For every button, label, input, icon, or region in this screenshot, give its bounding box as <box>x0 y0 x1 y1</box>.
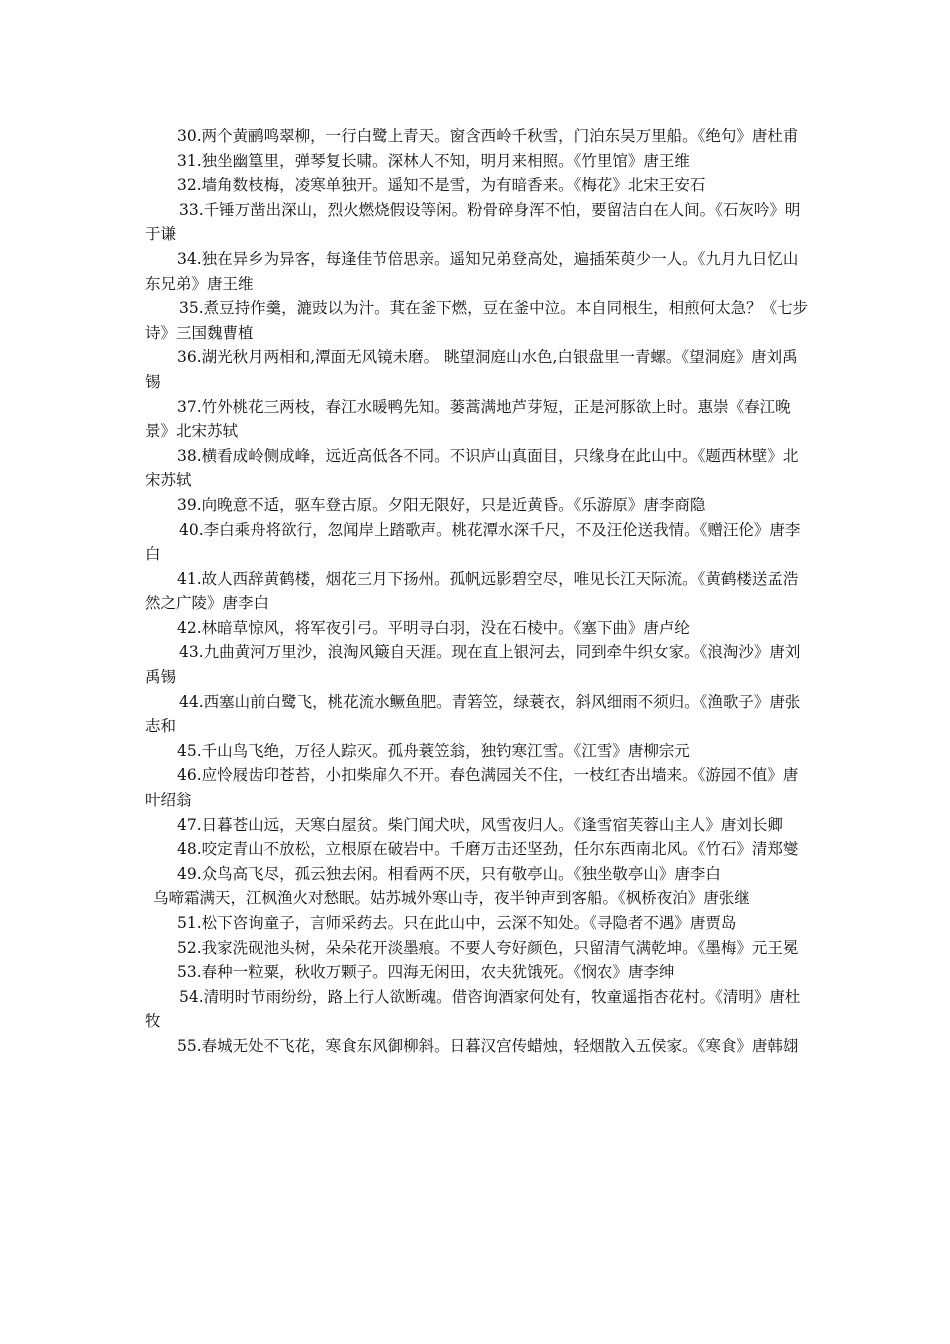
poem-entry-50: 乌啼霜满天，江枫渔火对愁眠。姑苏城外寒山寺，夜半钟声到客船。《枫桥夜泊》唐张继 <box>153 889 750 908</box>
poem-entry-34: 34.独在异乡为异客，每逢佳节倍思亲。遥知兄弟登高处，遍插茱萸少一人。《九月九日忆山东兄弟》唐王维 <box>145 249 799 293</box>
poem-entry-54: 54.清明时节雨纷纷，路上行人欲断魂。借咨询酒家何处有，牧童遥指杏花村。《清明》唐杜牧 <box>145 987 801 1031</box>
poem-entry-39: 39.向晚意不适，驱车登古原。夕阳无限好，只是近黄昏。《乐游原》唐李商隐 <box>177 495 706 514</box>
poem-entry-42: 42.林暗草惊风，将军夜引弓。平明寻白羽，没在石棱中。《塞下曲》唐卢纶 <box>177 618 690 637</box>
poem-entry-40: 40.李白乘舟将欲行，忽闻岸上踏歌声。桃花潭水深千尺，不及汪伦送我情。《赠汪伦》唐李白 <box>145 520 801 564</box>
poem-entry-35: 35.煮豆持作羹，漉豉以为汁。萁在釜下燃，豆在釜中泣。本自同根生，相煎何太急？《七步诗》三国魏曹植 <box>145 299 809 342</box>
poem-entry-33: 33.千锤万凿出深山，烈火燃烧假设等闲。粉骨碎身浑不怕，要留洁白在人间。《石灰吟》明于谦 <box>145 200 801 244</box>
poem-entry-30: 30.两个黄鹂鸣翠柳，一行白鹭上青天。窗含西岭千秋雪，门泊东吴万里船。《绝句》唐杜甫 <box>177 127 799 145</box>
poem-entry-46: 46.应怜屐齿印苍苔，小扣柴扉久不开。春色满园关不住，一枝红杏出墙来。《游园不值》唐叶绍翁 <box>145 766 799 810</box>
poem-entry-44: 44.西塞山前白鹭飞，桃花流水鳜鱼肥。青箬笠，绿蓑衣，斜风细雨不须归。《渔歌子》唐张志和 <box>145 692 801 736</box>
poem-entry-51: 51.松下咨询童子，言师采药去。只在此山中，云深不知处。《寻隐者不遇》唐贾岛 <box>177 914 737 932</box>
poem-entry-32: 32.墙角数枝梅，凌寒单独开。遥知不是雪，为有暗香来。《梅花》北宋王安石 <box>177 176 706 195</box>
poem-entry-41: 41.故人西辞黄鹤楼，烟花三月下扬州。孤帆远影碧空尽，唯见长江天际流。《黄鹤楼送孟浩然之广陵》唐李白 <box>145 569 799 613</box>
poem-entry-37: 37.竹外桃花三两枝，春江水暖鸭先知。蒌蒿满地芦芽短，正是河豚欲上时。惠崇《春江晚景》北宋苏轼 <box>145 397 791 441</box>
poem-entry-55: 55.春城无处不飞花，寒食东风御柳斜。日暮汉宫传蜡烛，轻烟散入五侯家。《寒食》唐韩翃 <box>177 1036 799 1055</box>
poem-entry-45: 45.千山鸟飞绝，万径人踪灭。孤舟蓑笠翁，独钓寒江雪。《江雪》唐柳宗元 <box>177 741 690 760</box>
poem-entry-31: 31.独坐幽篁里，弹琴复长啸。深林人不知，明月来相照。《竹里馆》唐王维 <box>177 151 690 170</box>
poem-entry-38: 38.横看成岭侧成峰，远近高低各不同。不识庐山真面目，只缘身在此山中。《题西林壁》北宋苏轼 <box>145 446 799 490</box>
poem-entry-36: 36.湖光秋月两相和,潭面无风镜未磨。 眺望洞庭山水色,白银盘里一青螺。《望洞庭》唐刘禹锡 <box>145 348 798 391</box>
poem-entry-49: 49.众鸟高飞尽，孤云独去闲。相看两不厌，只有敬亭山。《独坐敬亭山》唐李白 <box>177 864 721 883</box>
poem-entry-53: 53.春种一粒粟，秋收万颗子。四海无闲田，农夫犹饿死。《悯农》唐李绅 <box>177 963 675 982</box>
poem-entry-47: 47.日暮苍山远，天寒白屋贫。柴门闻犬吠，风雪夜归人。《逢雪宿芙蓉山主人》唐刘长卿 <box>177 815 783 834</box>
poem-entry-48: 48.咬定青山不放松，立根原在破岩中。千磨万击还坚劲，任尔东西南北风。《竹石》清郑燮 <box>177 840 799 859</box>
document-body <box>145 124 813 1059</box>
poem-entry-52: 52.我家洗砚池头树，朵朵花开淡墨痕。不要人夸好颜色，只留清气满乾坤。《墨梅》元王冕 <box>177 938 799 957</box>
poem-entry-43: 43.九曲黄河万里沙，浪淘风簸自天涯。现在直上银河去，同到牵牛织女家。《浪淘沙》唐刘禹锡 <box>145 643 801 687</box>
